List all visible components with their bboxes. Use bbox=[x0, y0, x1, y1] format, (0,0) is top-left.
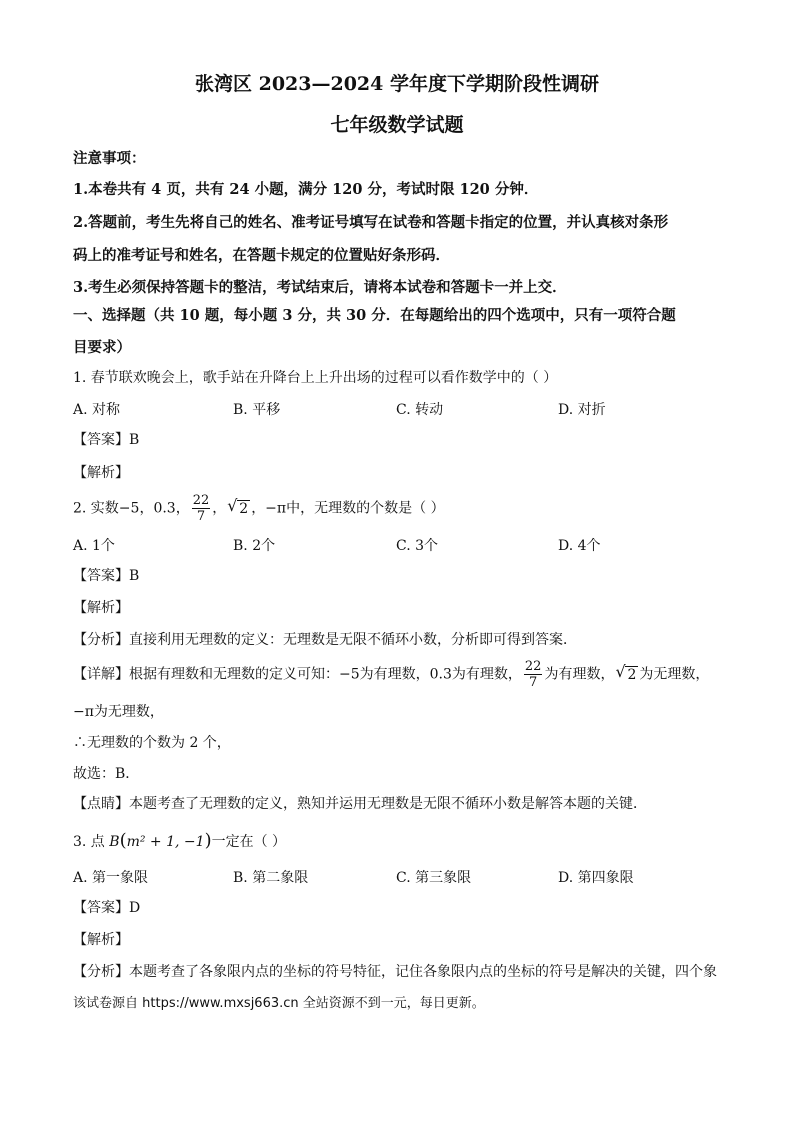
q1-option-d: D. 对折 bbox=[558, 402, 606, 418]
q2-xj-sqrt bbox=[615, 660, 638, 690]
q2-xiangjie-mid: 为有理数， bbox=[544, 666, 615, 683]
q2-option-c: C. 3个 bbox=[396, 538, 439, 554]
q3-option-b: B. 第二象限 bbox=[233, 870, 309, 886]
section-heading-a: 一、选择题（共 10 题，每小题 3 分，共 30 分．在每题给出的四个选项中，只有一项符合题 bbox=[73, 307, 676, 324]
q2-option-d: D. 4个 bbox=[558, 538, 601, 554]
q2-xj-sqrt-value: 2 bbox=[627, 666, 637, 683]
exam-subtitle: 七年级数学试题 bbox=[330, 114, 464, 136]
q2-sqrt bbox=[227, 494, 250, 524]
q3-option-c: C. 第三象限 bbox=[396, 870, 472, 886]
notice-item-3: 3.考生必须保持答题卡的整洁，考试结束后，请将本试卷和答题卡一并上交． bbox=[73, 279, 567, 296]
q3-point-label: B bbox=[109, 834, 120, 850]
q2-xj-frac-den: 7 bbox=[529, 675, 538, 690]
q2-xiangjie-post: 为无理数， bbox=[639, 666, 710, 683]
footer-source: 该试卷源自 https://www.mxsj663.cn 全站资源不到一元，每日更新。 bbox=[73, 996, 485, 1011]
q2-xj-frac-num: 22 bbox=[524, 659, 542, 674]
q3-answer: 【答案】D bbox=[73, 900, 141, 916]
q2-xiangjie bbox=[73, 659, 709, 690]
q2-stem-pre: 2. 实数−5，0.3， bbox=[73, 500, 190, 517]
q3-stem-pre: 3. 点 bbox=[73, 834, 110, 850]
q2-answer: 【答案】B bbox=[73, 568, 140, 584]
q3-analysis: 【解析】 bbox=[73, 932, 129, 948]
q2-frac-den: 7 bbox=[196, 509, 206, 524]
notice-item-2a: 2.答题前，考生先将自己的姓名、准考证号填写在试卷和答题卡指定的位置，并认真核对条形 bbox=[73, 214, 669, 231]
q1-analysis: 【解析】 bbox=[73, 465, 129, 481]
q3-left-paren: ( bbox=[119, 830, 127, 851]
q2-dianjing: 【点睛】本题考查了无理数的定义，熟知并运用无理数是无限不循环小数是解答本题的关键． bbox=[73, 796, 647, 812]
question-3-stem bbox=[73, 828, 286, 855]
q2-xiangjie-pre: 【详解】根据有理数和无理数的定义可知：−5为有理数，0.3为有理数， bbox=[73, 666, 522, 683]
notice-heading: 注意事项： bbox=[73, 150, 146, 167]
q3-stem-post: 一定在（ ） bbox=[211, 834, 287, 850]
q3-option-d: D. 第四象限 bbox=[558, 870, 634, 886]
section-heading-b: 目要求） bbox=[73, 339, 131, 356]
q2-fraction bbox=[192, 493, 211, 524]
notice-item-2b: 码上的准考证号和姓名，在答题卡规定的位置贴好条形码． bbox=[73, 247, 450, 264]
q2-option-b: B. 2个 bbox=[233, 538, 276, 554]
question-1-stem: 1. 春节联欢晚会上，歌手站在升降台上上升出场的过程可以看作数学中的（ ） bbox=[73, 370, 558, 386]
q2-option-a: A. 1个 bbox=[73, 538, 115, 554]
question-2-stem bbox=[73, 493, 445, 524]
sqrt-sign-icon: √ bbox=[615, 661, 626, 681]
sqrt-sign-icon: √ bbox=[227, 495, 238, 515]
q2-analysis: 【解析】 bbox=[73, 600, 129, 616]
q2-stem-post: ，−π中，无理数的个数是（ ） bbox=[251, 500, 445, 517]
notice-item-1: 1.本卷共有 4 页，共有 24 小题，满分 120 分，考试时限 120 分钟． bbox=[73, 181, 539, 198]
q2-xiangjie-fraction bbox=[524, 659, 543, 690]
q2-line-4: 故选：B． bbox=[73, 766, 140, 782]
q1-option-b: B. 平移 bbox=[233, 402, 281, 418]
q2-line-3: ∴无理数的个数为 2 个， bbox=[73, 735, 231, 751]
q3-right-paren: ) bbox=[204, 830, 212, 851]
q1-option-c: C. 转动 bbox=[396, 402, 444, 418]
q1-answer: 【答案】B bbox=[73, 432, 140, 448]
q1-option-a: A. 对称 bbox=[73, 402, 121, 418]
q3-fenxi: 【分析】本题考查了各象限内点的坐标的符号特征，记住各象限内点的坐标的符号是解决的关键，四个象 bbox=[73, 964, 717, 980]
q2-fenxi: 【分析】直接利用无理数的定义：无理数是无限不循环小数，分析即可得到答案． bbox=[73, 632, 577, 648]
q2-comma: ， bbox=[212, 500, 227, 517]
q2-sqrt-value: 2 bbox=[239, 500, 249, 517]
exam-title: 张湾区 2023—2024 学年度下学期阶段性调研 bbox=[195, 73, 599, 95]
q3-option-a: A. 第一象限 bbox=[73, 870, 149, 886]
q3-coord: m² + 1, −1 bbox=[126, 834, 205, 850]
q2-frac-num: 22 bbox=[192, 493, 210, 508]
q2-line-2: −π为无理数， bbox=[73, 704, 164, 720]
